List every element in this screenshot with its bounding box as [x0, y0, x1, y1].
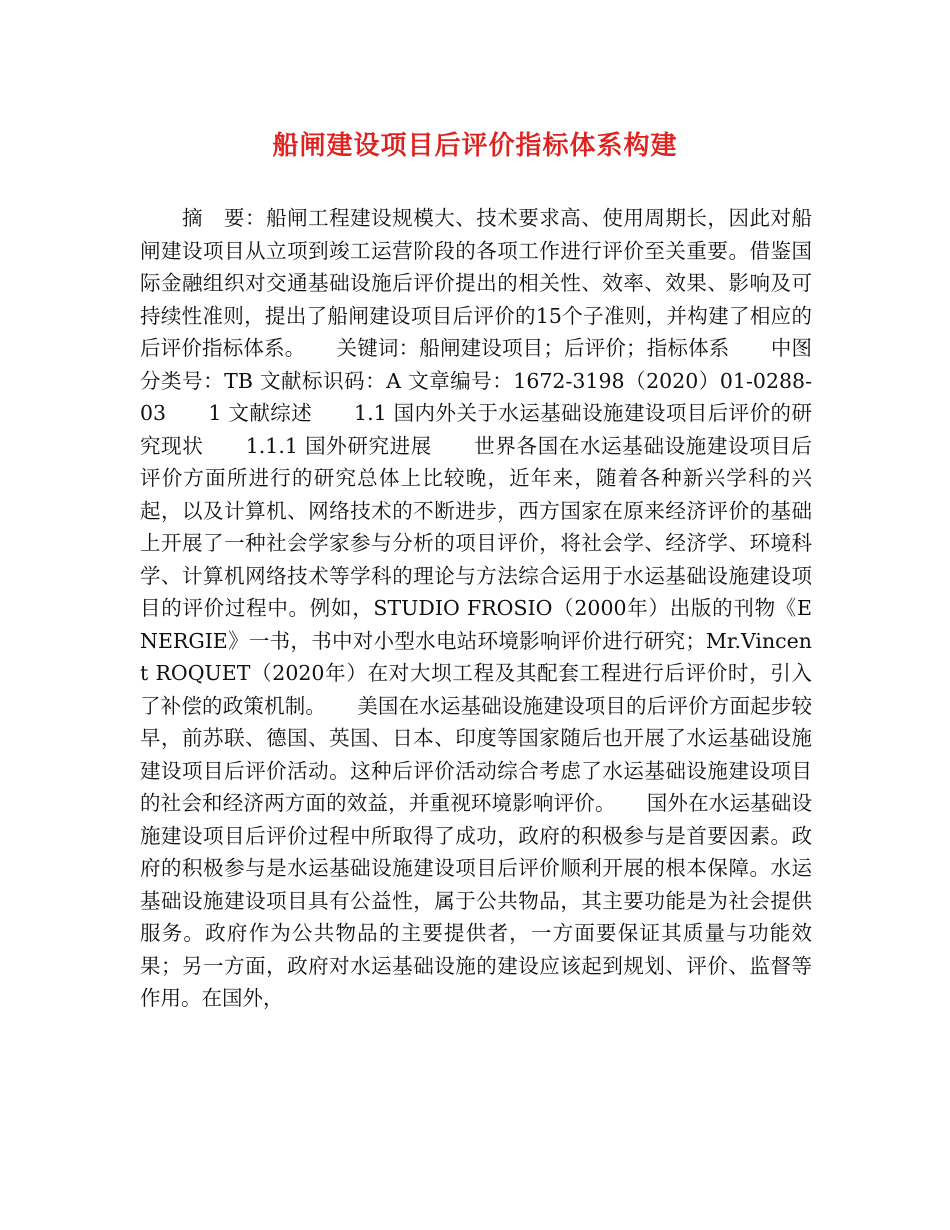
- document-title: 船闸建设项目后评价指标体系构建: [272, 131, 678, 161]
- document-body-text: 摘 要：船闸工程建设规模大、技术要求高、使用周期长，因此对船闸建设项目从立项到竣工运营阶段的各项工作进行评价至关重要。借鉴国际金融组织对交通基础设施后评价提出的相关性、效率、效果、影响及可持续性准则，提出了船闸建设项目后评价的15个子准则，并构建了相应的后评价指标体系。 关键词：船闸建设项目；后评价；指标体系 中图分类号：TB 文献标识码：A 文章编号：1672-3198（2020）01-0288-03 1 文献综述 1.1 国内外关于水运基础设施建设项目后评价的研究现状 1.1.1 国外研究进展 世界各国在水运基础设施建设项目后评价方面所进行的研究总体上比较晚，近年来，随着各种新兴学科的兴起，以及计算机、网络技术的不断进步，西方国家在原来经济评价的基础上开展了一种社会学家参与分析的项目评价，将社会学、经济学、环境科学、计算机网络技术等学科的理论与方法综合运用于水运基础设施建设项目的评价过程中。例如，STUDIO FROSIO（2000年）出版的刊物《ENERGIE》一书，书中对小型水电站环境影响评价进行研究；Mr.Vincent ROQUET（2020年）在对大坝工程及其配套工程进行后评价时，引入了补偿的政策机制。 美国在水运基础设施建设项目的后评价方面起步较早，前苏联、德国、英国、日本、印度等国家随后也开展了水运基础设施建设项目后评价活动。这种后评价活动综合考虑了水运基础设施建设项目的社会和经济两方面的效益，并重视环境影响评价。 国外在水运基础设施建设项目后评价过程中所取得了成功，政府的积极参与是首要因素。政府的积极参与是水运基础设施建设项目后评价顺利开展的根本保障。水运基础设施建设项目具有公益性，属于公共物品，其主要功能是为社会提供服务。政府作为公共物品的主要提供者，一方面要保证其质量与功能效果；另一方面，政府对水运基础设施的建设应该起到规划、评价、监督等作用。在国外，: [140, 206, 812, 1010]
